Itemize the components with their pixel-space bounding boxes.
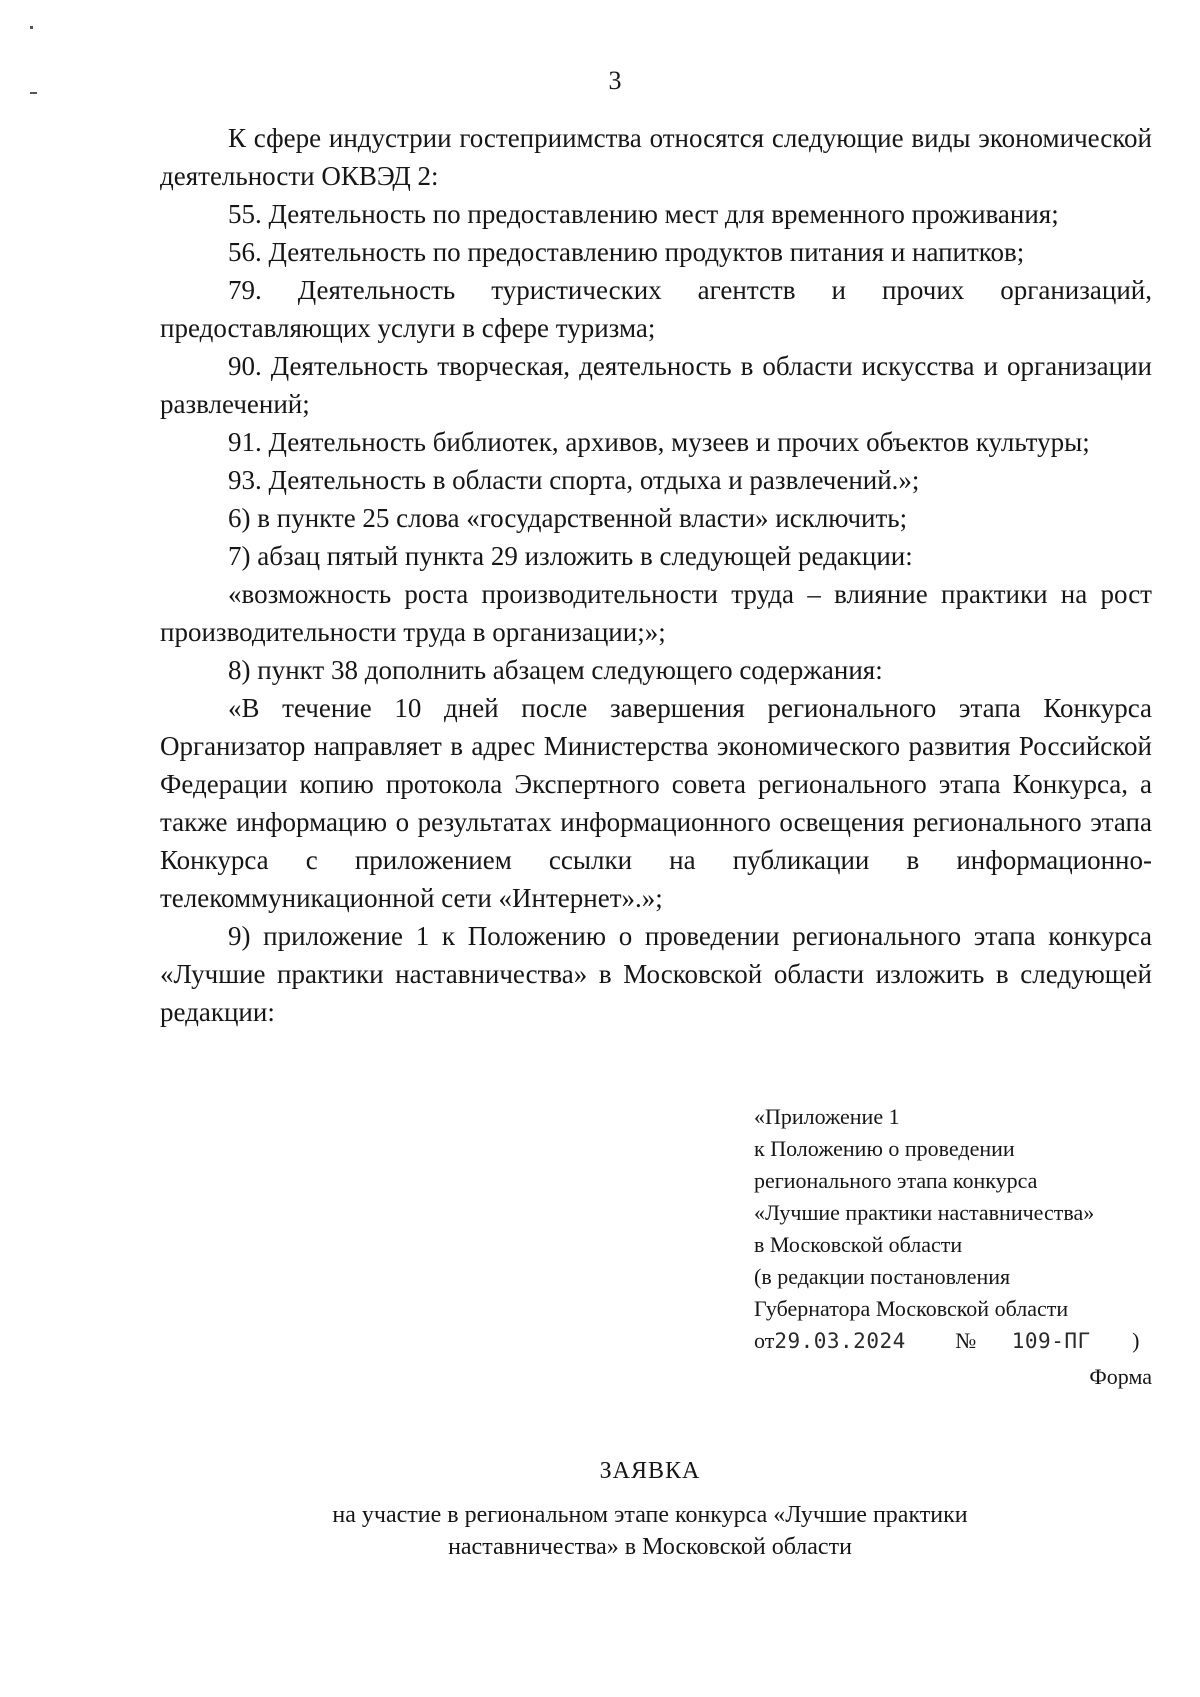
forma-label: Форма — [1089, 1364, 1152, 1389]
paragraph-amendment-7-text: «возможность роста производительности труда – влияние практики на рост производительности труда в организации;»; — [160, 579, 1152, 647]
document-body — [160, 119, 1152, 1031]
number-sign: № — [955, 1328, 977, 1353]
page-number: 3 — [608, 66, 622, 95]
application-subtitle-line-1: на участие в региональном этапе конкурса «Лучшие практики — [332, 1502, 968, 1528]
appendix-line: к Положению о проведении — [754, 1136, 1015, 1161]
scan-speck — [30, 26, 33, 29]
date-prefix: от — [754, 1328, 775, 1353]
appendix-line: регионального этапа конкурса — [754, 1168, 1038, 1193]
paragraph-okved-91: 91. Деятельность библиотек, архивов, музеев и прочих объектов культуры; — [228, 427, 1090, 457]
paragraph-okved-79: 79. Деятельность туристических агентств и прочих организаций, предоставляющих услуги в сфере туризма; — [160, 275, 1152, 343]
appendix-reference-block — [754, 1101, 1174, 1357]
appendix-line: Губернатора Московской области — [754, 1296, 1069, 1321]
closing-parenthesis: ) — [1132, 1328, 1140, 1353]
paragraph-amendment-6: 6) в пункте 25 слова «государственной власти» исключить; — [228, 503, 908, 533]
paragraph-okved-56: 56. Деятельность по предоставлению продуктов питания и напитков; — [228, 237, 1025, 267]
application-heading: ЗАЯВКА — [599, 1458, 701, 1484]
paragraph-okved-55: 55. Деятельность по предоставлению мест для временного проживания; — [228, 199, 1059, 229]
appendix-line: в Московской области — [754, 1232, 963, 1257]
decree-number: 109-ПГ — [1011, 1329, 1091, 1353]
paragraph-okved-90: 90. Деятельность творческая, деятельность в области искусства и организации развлечений; — [160, 351, 1152, 419]
decree-date-line — [754, 1325, 1174, 1357]
paragraph-amendment-8: 8) пункт 38 дополнить абзацем следующего содержания: — [228, 655, 883, 685]
decree-date: 29.03.2024 — [774, 1329, 906, 1353]
appendix-line: «Приложение 1 — [754, 1104, 900, 1129]
paragraph-amendment-7: 7) абзац пятый пункта 29 изложить в следующей редакции: — [228, 541, 913, 571]
appendix-line: (в редакции постановления — [754, 1264, 1011, 1289]
appendix-line: «Лучшие практики наставничества» — [754, 1200, 1095, 1225]
application-subtitle-line-2: наставничества» в Московской области — [448, 1534, 852, 1560]
paragraph-okved-93: 93. Деятельность в области спорта, отдыха и развлечений.»; — [228, 465, 920, 495]
paragraph-amendment-8-text: «В течение 10 дней после завершения регионального этапа Конкурса Организатор направляет в адрес Министерства экономического развития Российской Федерации копию протокола Экспертного совета регионального этапа Конкурса, а также информацию о результатах информационного освещения регионального этапа Конкурса с приложением ссылки на публикации в информационно-телекоммуникационной сети «Интернет».»; — [160, 693, 1152, 913]
paragraph-amendment-9: 9) приложение 1 к Положению о проведении регионального этапа конкурса «Лучшие практики наставничества» в Московской области изложить в следующей редакции: — [160, 921, 1152, 1027]
application-title-block — [0, 1455, 1200, 1563]
paragraph-hospitality-intro: К сфере индустрии гостеприимства относятся следующие виды экономической деятельности ОКВЭД 2: — [160, 123, 1152, 191]
